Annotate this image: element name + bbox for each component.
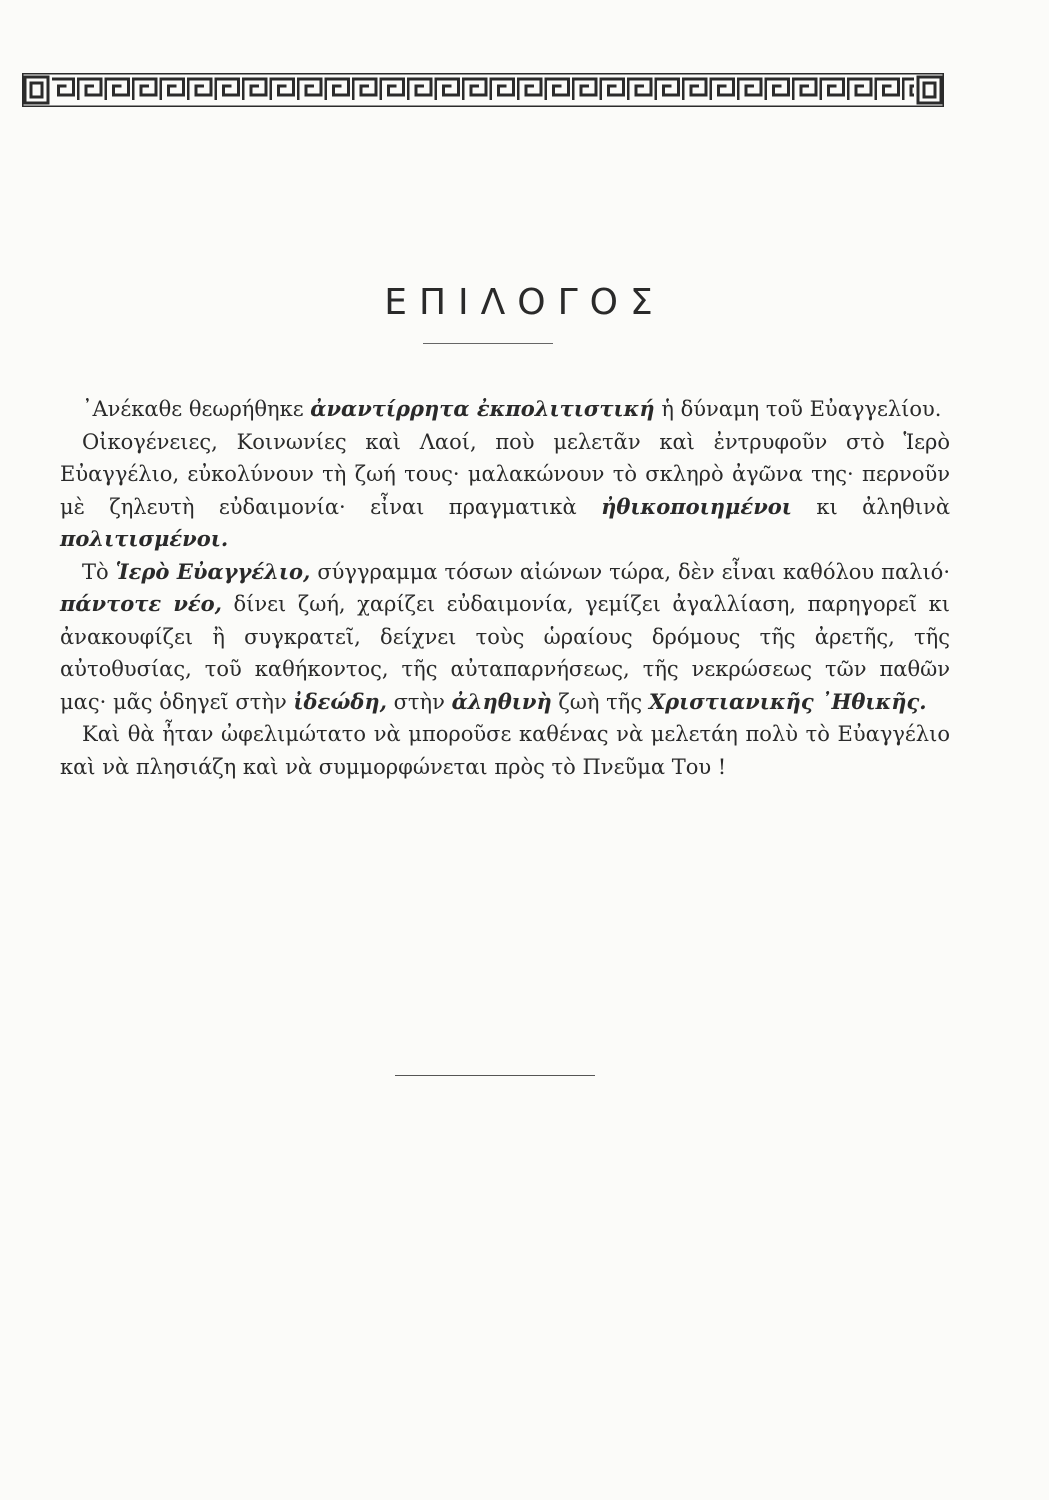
text-run: στὴν	[386, 689, 452, 714]
paragraph	[60, 393, 950, 426]
greek-key-border	[22, 73, 944, 107]
paragraph	[60, 556, 950, 719]
emphasized-phrase: ἀληθινὴ	[451, 688, 552, 714]
text-run: κι ἀληθινὰ	[791, 494, 950, 519]
emphasized-phrase: Χριστιανικῆς ᾿Ηθικῆς.	[648, 688, 927, 714]
emphasized-phrase: Ἱερὸ Εὐαγγέλιο,	[115, 558, 311, 584]
text-run: ἡ δύναμη τοῦ Εὐαγγελίου.	[654, 397, 942, 421]
paragraph	[60, 718, 950, 783]
emphasized-phrase: ἰδεώδη,	[293, 688, 387, 714]
text-run: Τὸ	[82, 559, 116, 584]
text-run: σύγγραμμα τόσων αἰώνων τώρα, δὲν εἶναι καθόλου παλιό·	[310, 559, 950, 584]
emphasized-phrase: ἠθικοποιημένοι	[601, 493, 792, 519]
page-title: ΕΠΙΛΟΓΟΣ	[384, 282, 665, 324]
epilogue-text	[60, 393, 950, 783]
text-run: ᾿Ανέκαθε θεωρήθηκε	[82, 397, 311, 421]
paragraph	[60, 426, 950, 556]
text-run: δίνει ζωή, χαρίζει εὐδαιμονία, γεμίζει ἀγαλλίαση, παρηγορεῖ κι ἀνακουφίζει ἢ συγκρατεῖ, δείχνει τοὺς ὡραίους δρόμους τῆς ἀρετῆς, τῆς αὐτοθυσίας, τοῦ καθήκοντος, τῆς αὐταπαρνήσεως, τῆς νεκρώσεως τῶν παθῶν μας· μᾶς ὁδηγεῖ στὴν	[60, 592, 950, 714]
emphasized-phrase: πολιτισμένοι.	[60, 526, 229, 551]
text-run: Οἰκογένειες, Κοινωνίες καὶ Λαοί, ποὺ μελετᾶν καὶ ἐντρυφοῦν στὸ Ἱερὸ Εὐαγγέλιο, εὐκολύνουν τὴ ζωή τους· μαλακώνουν τὸ σκληρὸ ἀγῶνα της· περνοῦν μὲ ζηλευτὴ εὐδαιμονία· εἶναι πραγματικὰ	[60, 429, 950, 519]
emphasized-phrase: ἀναντίρρητα ἐκπολιτιστική	[310, 396, 655, 421]
end-divider	[395, 1075, 595, 1076]
title-divider	[423, 343, 553, 344]
emphasized-phrase: πάντοτε νέο,	[60, 591, 222, 616]
text-run: ζωὴ τῆς	[551, 689, 649, 714]
text-run: Καὶ θὰ ἦταν ὠφελιμώτατο νὰ μποροῦσε καθένας νὰ μελετάη πολὺ τὸ Εὐαγγέλιο καὶ νὰ πλησιάζη καὶ νὰ συμμορφώνεται πρὸς τὸ Πνεῦμα Του !	[60, 722, 950, 779]
